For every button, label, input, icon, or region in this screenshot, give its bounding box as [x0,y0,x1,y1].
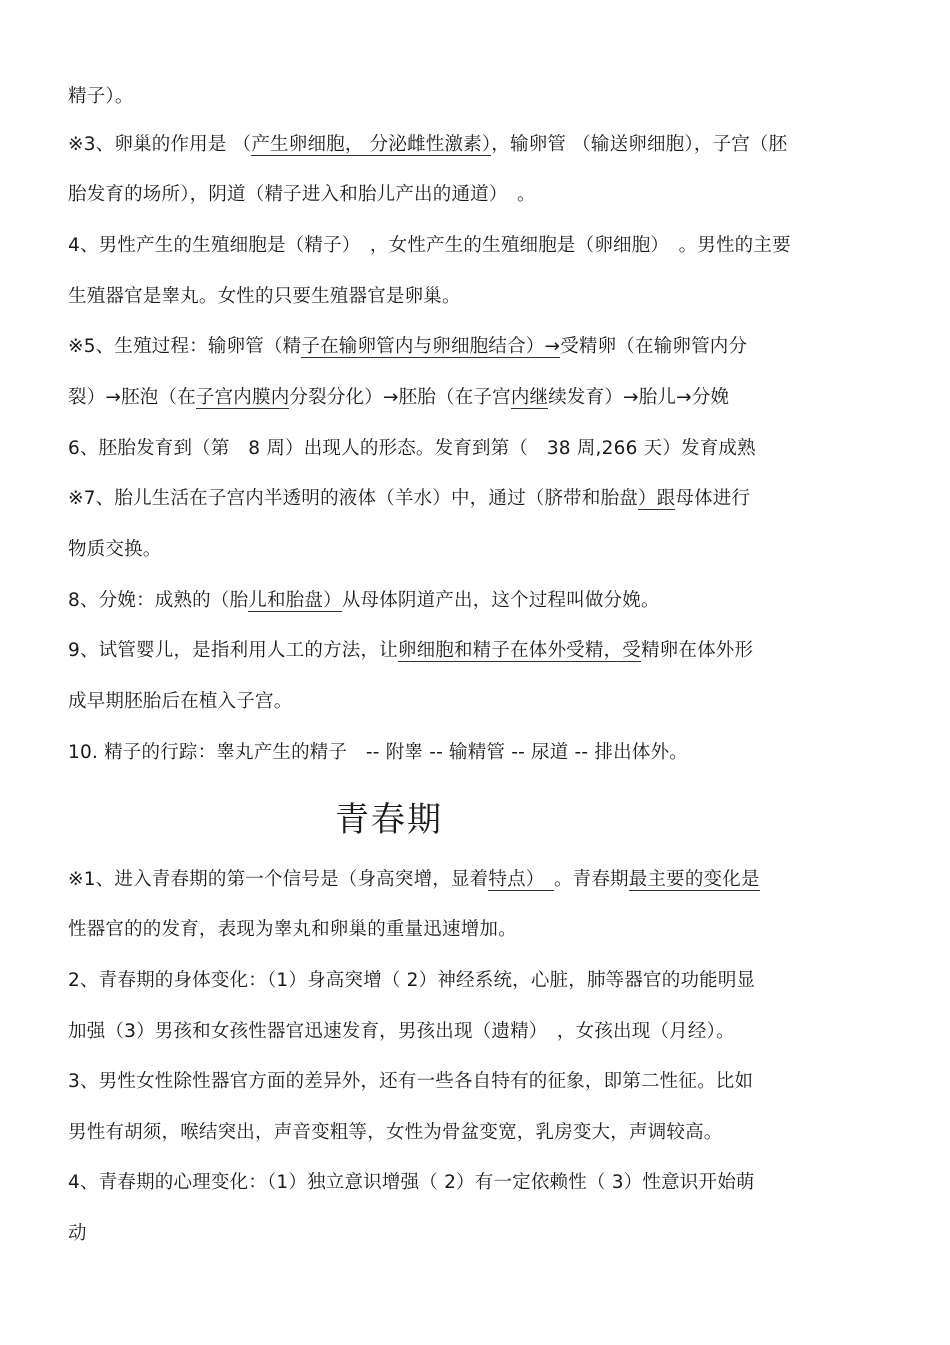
text-span: 男性有胡须，喉结突出，声音变粗等，女性为骨盆变宽，乳房变大，声调较高。 [68,1122,723,1143]
text-span: 物质交换。 [68,539,162,560]
text-span: 母体进行 [675,488,751,509]
text-line [68,588,660,614]
text-line [68,182,536,208]
text-line [68,867,760,893]
text-span: ※5、生殖过程：输卵管（精 [68,336,302,357]
underlined-answer: 子宫内膜内 [195,387,290,408]
text-line [68,537,162,563]
text-line [68,486,750,512]
text-span: 3、男性女性除性器官方面的差异外，还有一些各自特有的征象，即第二性征。比如 [68,1071,754,1092]
text-span: 2、青春期的身体变化：（1）身高突增（ 2）神经系统，心脏，肺等器官的功能明显 [68,970,756,991]
text-span: 4、青春期的心理变化：（1）独立意识增强（ 2）有一定依赖性（ 3）性意识开始萌 [68,1172,755,1193]
text-span: 4、男性产生的生殖细胞是（精子） ，女性产生的生殖细胞是（卵细胞） 。男性的主要 [68,235,791,256]
text-span: 受精卵（在输卵管内分 [560,336,748,357]
text-line [68,1069,753,1095]
text-line [68,1170,755,1196]
text-span: 从母体阴道产出，这个过程叫做分娩。 [341,590,660,611]
text-span: 6、胚胎发育到（第 8 周）出现人的形态。发育到第（ 38 周,266 天）发育成熟 [68,438,756,459]
text-line [68,84,134,110]
text-line [68,1019,735,1045]
text-span: 。青春期 [553,869,629,890]
text-line [68,233,791,259]
underlined-answer: 最主要的变化是 [628,869,760,890]
text-span: 胎发育的场所），阴道（精子进入和胎儿产出的通道） 。 [68,184,536,205]
text-span: 生殖器官是睾丸。女性的只要生殖器官是卵巢。 [68,286,461,307]
underlined-answer: 内继 [510,387,549,408]
text-span: 续发育）→胎儿→分娩 [548,387,730,408]
text-span: 9、试管婴儿，是指利用人工的方法，让 [68,640,398,661]
text-line [68,436,756,462]
text-line [68,917,517,943]
text-span: 性器官的的发育，表现为睾丸和卵巢的重量迅速增加。 [68,919,517,940]
text-span: ※7、胎儿生活在子宫内半透明的液体（羊水）中，通过（脐带和胎盘 [68,488,638,509]
underlined-answer: ）跟 [637,488,676,509]
underlined-answer: 子在输卵管内与卵细胞结合）→ [301,336,561,357]
text-line [68,284,461,310]
underlined-answer: 儿和胎盘） [248,590,342,611]
underlined-answer: 特点） [488,869,554,890]
text-line [68,740,688,766]
text-span: ，输卵管 （输送卵细胞），子宫（胚 [491,134,788,155]
text-line [68,132,787,158]
text-line [68,689,292,715]
text-span: 动 [68,1223,87,1244]
section-heading: 青春期 [335,800,443,840]
text-line [68,385,729,411]
text-span: 成早期胚胎后在植入子宫。 [68,691,293,712]
text-span: ※1、进入青春期的第一个信号是（身高突增，显着 [68,869,489,890]
text-span: 裂）→胚泡（在 [68,387,196,408]
text-span: 8、分娩：成熟的（胎 [68,590,249,611]
text-span: 加强（3）男孩和女孩性器官迅速发育，男孩出现（遗精） ，女孩出现（月经）。 [68,1021,735,1042]
text-span: 分裂分化）→胚胎（在子宫 [289,387,511,408]
text-line [68,334,747,360]
underlined-answer: 卵细胞和精子在体外受精，受 [397,640,641,661]
text-line [68,638,753,664]
underlined-answer: 产生卵细胞， 分泌雌性激素） [251,134,492,155]
text-span: 精卵在体外形 [640,640,754,661]
text-line [68,968,755,994]
text-span: 10. 精子的行踪：睾丸产生的精子 -- 附睾 -- 输精管 -- 尿道 -- 排出体外。 [68,742,688,763]
text-span: 精子）。 [68,86,134,107]
text-line [68,1120,723,1146]
text-line [68,1221,87,1247]
text-span: ※3、卵巢的作用是 （ [68,134,252,155]
